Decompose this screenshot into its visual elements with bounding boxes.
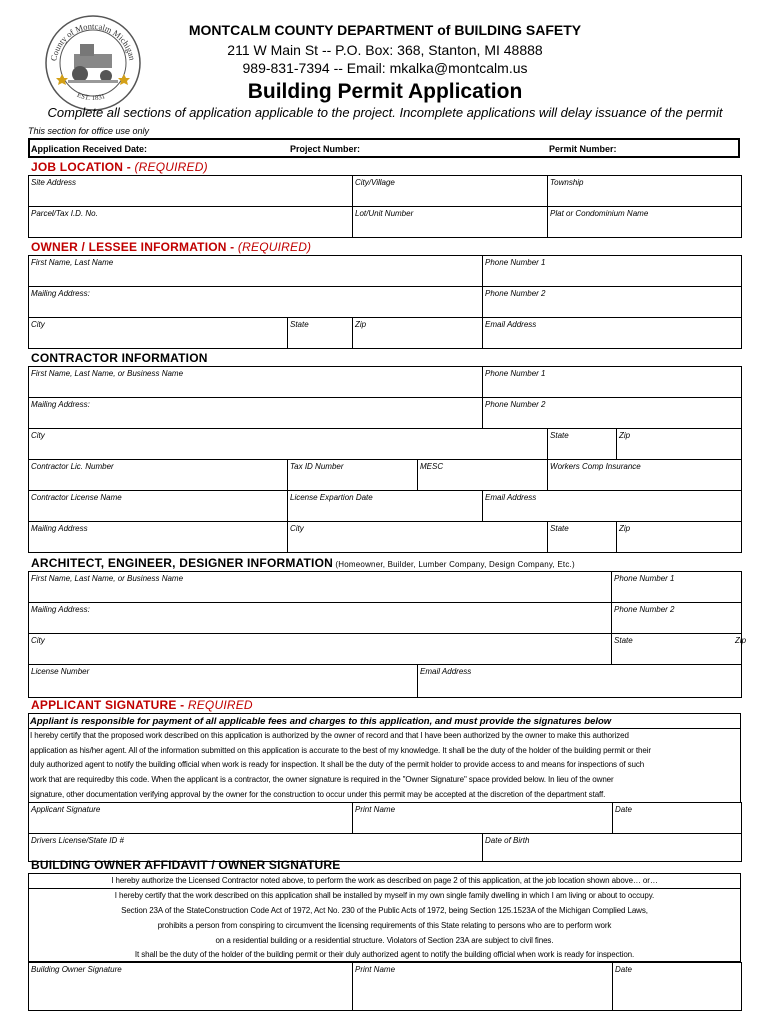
architect-license-field[interactable]: License Number bbox=[29, 665, 418, 698]
department-name: MONTCALM COUNTY DEPARTMENT of BUILDING SAFETY bbox=[188, 22, 582, 38]
owner-phone2-field[interactable]: Phone Number 2 bbox=[483, 287, 742, 318]
contractor-name-field[interactable]: First Name, Last Name, or Business Name bbox=[29, 367, 483, 398]
workers-comp-field[interactable]: Workers Comp Insurance bbox=[548, 460, 742, 491]
parcel-label: Parcel/Tax I.D. No. bbox=[31, 209, 98, 218]
architect-subtitle: (Homeowner, Builder, Lumber Company, Design Company, Etc.) bbox=[333, 560, 575, 569]
contractor-state2-field[interactable]: State bbox=[548, 522, 617, 552]
owner-signature-field[interactable]: Building Owner Signature bbox=[29, 963, 353, 1011]
contractor-license-name-field[interactable]: Contractor License Name bbox=[29, 491, 288, 522]
county-seal-logo bbox=[44, 14, 142, 112]
affidavit-line-6: It shall be the duty of the holder of the building permit or their duly authorized agent to notify the building official when work is ready for inspection. bbox=[134, 950, 635, 959]
owner-signature-table bbox=[28, 962, 742, 1011]
contractor-state2-zip2-cell bbox=[548, 522, 742, 553]
contractor-zip2-field[interactable]: Zip bbox=[619, 524, 631, 533]
certification-line-4: work that are requiredby this code. When the applicant is a contractor, the owner signature is required in the "Owner Signature" space provided below. In lieu of the owner bbox=[30, 775, 614, 784]
contractor-lic-number-field[interactable]: Contractor Lic. Number bbox=[29, 460, 288, 491]
affidavit-line-5: on a residential building or a residential structure. Violators of Section 23A are subject to civil fines. bbox=[215, 936, 554, 945]
department-address: 211 W Main St -- P.O. Box: 368, Stanton, MI 48888 bbox=[227, 42, 543, 58]
affidavit-line-2: I hereby certify that the work described on this application shall be installed by myself in my own single family dwelling in which I am living or about to occupy. bbox=[114, 891, 655, 900]
township-field[interactable]: Township bbox=[548, 176, 742, 207]
certification-line-1: I hereby certify that the proposed work described on this application is authorized by the owner of record and that I have been authorized by the owner to make this authorized bbox=[30, 731, 629, 740]
architect-email-field[interactable]: Email Address bbox=[418, 665, 742, 698]
contractor-mailing-field[interactable]: Mailing Address: bbox=[29, 398, 483, 429]
applicant-heading bbox=[31, 698, 253, 712]
applicant-date-field[interactable]: Date bbox=[613, 803, 742, 834]
owner-zip-field[interactable]: Zip bbox=[353, 318, 483, 349]
owner-state-field[interactable]: State bbox=[288, 318, 353, 349]
instructions: Complete all sections of application applicable to the project. Incomplete applications will delay issuance of the permit bbox=[47, 105, 723, 120]
contractor-state-zip-cell bbox=[548, 429, 742, 460]
contractor-heading: CONTRACTOR INFORMATION bbox=[31, 351, 208, 365]
page-title: Building Permit Application bbox=[247, 80, 523, 103]
parcel-tax-id-field[interactable] bbox=[29, 207, 353, 238]
affidavit-line-1: I hereby authorize the Licensed Contractor noted above, to perform the work as described on page 2 of this application, at the job location shown above… or… bbox=[111, 876, 658, 885]
contractor-state-field[interactable]: State bbox=[548, 429, 617, 459]
permit-number-field[interactable]: Permit Number: bbox=[549, 144, 617, 154]
architect-city-field[interactable]: City bbox=[29, 634, 612, 665]
mesc-field[interactable]: MESC bbox=[418, 460, 548, 491]
affidavit-heading: BUILDING OWNER AFFIDAVIT / OWNER SIGNATURE bbox=[31, 858, 341, 872]
responsibility-note: Appliant is responsible for payment of all applicable fees and charges to this application, and must provide the signatures below bbox=[30, 716, 612, 727]
applicant-title: APPLICANT SIGNATURE - bbox=[31, 698, 188, 712]
owner-phone1-field[interactable]: Phone Number 1 bbox=[483, 256, 742, 287]
date-of-birth-field[interactable]: Date of Birth bbox=[483, 834, 742, 862]
owner-print-name-field[interactable]: Print Name bbox=[353, 963, 613, 1011]
tax-id-field[interactable]: Tax ID Number bbox=[288, 460, 418, 491]
job-location-heading bbox=[31, 160, 208, 174]
applicant-signature-table bbox=[28, 802, 742, 862]
architect-state-field[interactable]: State bbox=[614, 636, 633, 645]
contractor-phone2-field[interactable]: Phone Number 2 bbox=[483, 398, 742, 429]
owner-date-field[interactable]: Date bbox=[613, 963, 742, 1011]
site-address-field[interactable]: Site Address bbox=[29, 176, 353, 207]
affidavit-line-4: prohibits a person from conspiring to circumvent the licensing requirements of this State relating to persons who are to perform work bbox=[157, 921, 612, 930]
drivers-license-field[interactable]: Drivers License/State ID # bbox=[29, 834, 483, 862]
architect-zip-field[interactable]: Zip bbox=[735, 636, 747, 645]
architect-title: ARCHITECT, ENGINEER, DESIGNER INFORMATION bbox=[31, 556, 333, 570]
application-received-date-field[interactable]: Application Received Date: bbox=[31, 144, 148, 154]
owner-title: OWNER / LESSEE INFORMATION - bbox=[31, 240, 238, 254]
applicant-signature-field[interactable]: Applicant Signature bbox=[29, 803, 353, 834]
job-location-table bbox=[28, 175, 742, 238]
svg-text:EST. 1831: EST. 1831 bbox=[75, 90, 106, 103]
applicant-print-name-field[interactable]: Print Name bbox=[353, 803, 613, 834]
job-location-title: JOB LOCATION - bbox=[31, 160, 135, 174]
owner-city-field[interactable]: City bbox=[29, 318, 288, 349]
architect-heading bbox=[31, 556, 575, 570]
required-tag: (REQUIRED) bbox=[134, 160, 208, 174]
owner-name-field[interactable]: First Name, Last Name bbox=[29, 256, 483, 287]
architect-phone1-field[interactable] bbox=[612, 572, 742, 603]
certification-line-3: duly authorized agent to notify the building official when work is ready for inspection. It shall be the duty of the permit holder to provide access to and means for inspections of such bbox=[30, 760, 645, 769]
required-tag: (REQUIRED) bbox=[237, 240, 312, 254]
office-use-label: This section for office use only bbox=[28, 126, 150, 136]
contractor-mailing2-field[interactable]: Mailing Address bbox=[29, 522, 288, 553]
architect-name-field[interactable]: First Name, Last Name, or Business Name bbox=[29, 572, 612, 603]
owner-heading bbox=[31, 240, 311, 254]
contractor-city2-field[interactable]: City bbox=[288, 522, 548, 553]
owner-table bbox=[28, 255, 742, 349]
department-contact: 989-831-7394 -- Email: mkalka@montcalm.us bbox=[242, 60, 528, 76]
contractor-city-field[interactable]: City bbox=[29, 429, 548, 460]
architect-state-zip-cell bbox=[612, 634, 747, 665]
architect-mailing-field[interactable]: Mailing Address: bbox=[29, 603, 612, 634]
affidavit-line-3: Section 23A of the StateConstruction Code Act of 1972, Act No. 230 of the Public Acts of 1972, being Section 125.1523A of the Michigan Complied Laws, bbox=[121, 906, 648, 915]
architect-phone1-label: Phone Number 1 bbox=[614, 574, 675, 583]
plat-condo-field[interactable]: Plat or Condominium Name bbox=[548, 207, 742, 238]
required-tag: REQUIRED bbox=[187, 698, 253, 712]
svg-text:County of Montcalm Michigan: County of Montcalm Michigan bbox=[48, 20, 138, 62]
city-village-field[interactable]: City/Village bbox=[353, 176, 548, 207]
owner-mailing-field[interactable]: Mailing Address: bbox=[29, 287, 483, 318]
project-number-field[interactable]: Project Number: bbox=[290, 144, 361, 154]
certification-line-5: signature, other documentation verifying approval by the owner for the construction to occur under this permit may be accepted at the discretion of the department staff. bbox=[30, 790, 606, 799]
owner-email-field[interactable]: Email Address bbox=[483, 318, 742, 349]
license-expiration-field[interactable]: License Expartion Date bbox=[288, 491, 483, 522]
certification-line-2: application as his/her agent. All of the information submitted on this application is accurate to the best of my knowledge. It shall be the duty of the holder of the building permit or their bbox=[30, 746, 651, 755]
contractor-phone1-field[interactable]: Phone Number 1 bbox=[483, 367, 742, 398]
contractor-table bbox=[28, 366, 742, 553]
contractor-zip-field[interactable]: Zip bbox=[619, 431, 631, 440]
contractor-email-field[interactable]: Email Address bbox=[483, 491, 742, 522]
architect-table bbox=[28, 571, 747, 698]
lot-unit-field[interactable]: Lot/Unit Number bbox=[353, 207, 548, 238]
architect-phone2-field[interactable]: Phone Number 2 bbox=[612, 603, 742, 634]
